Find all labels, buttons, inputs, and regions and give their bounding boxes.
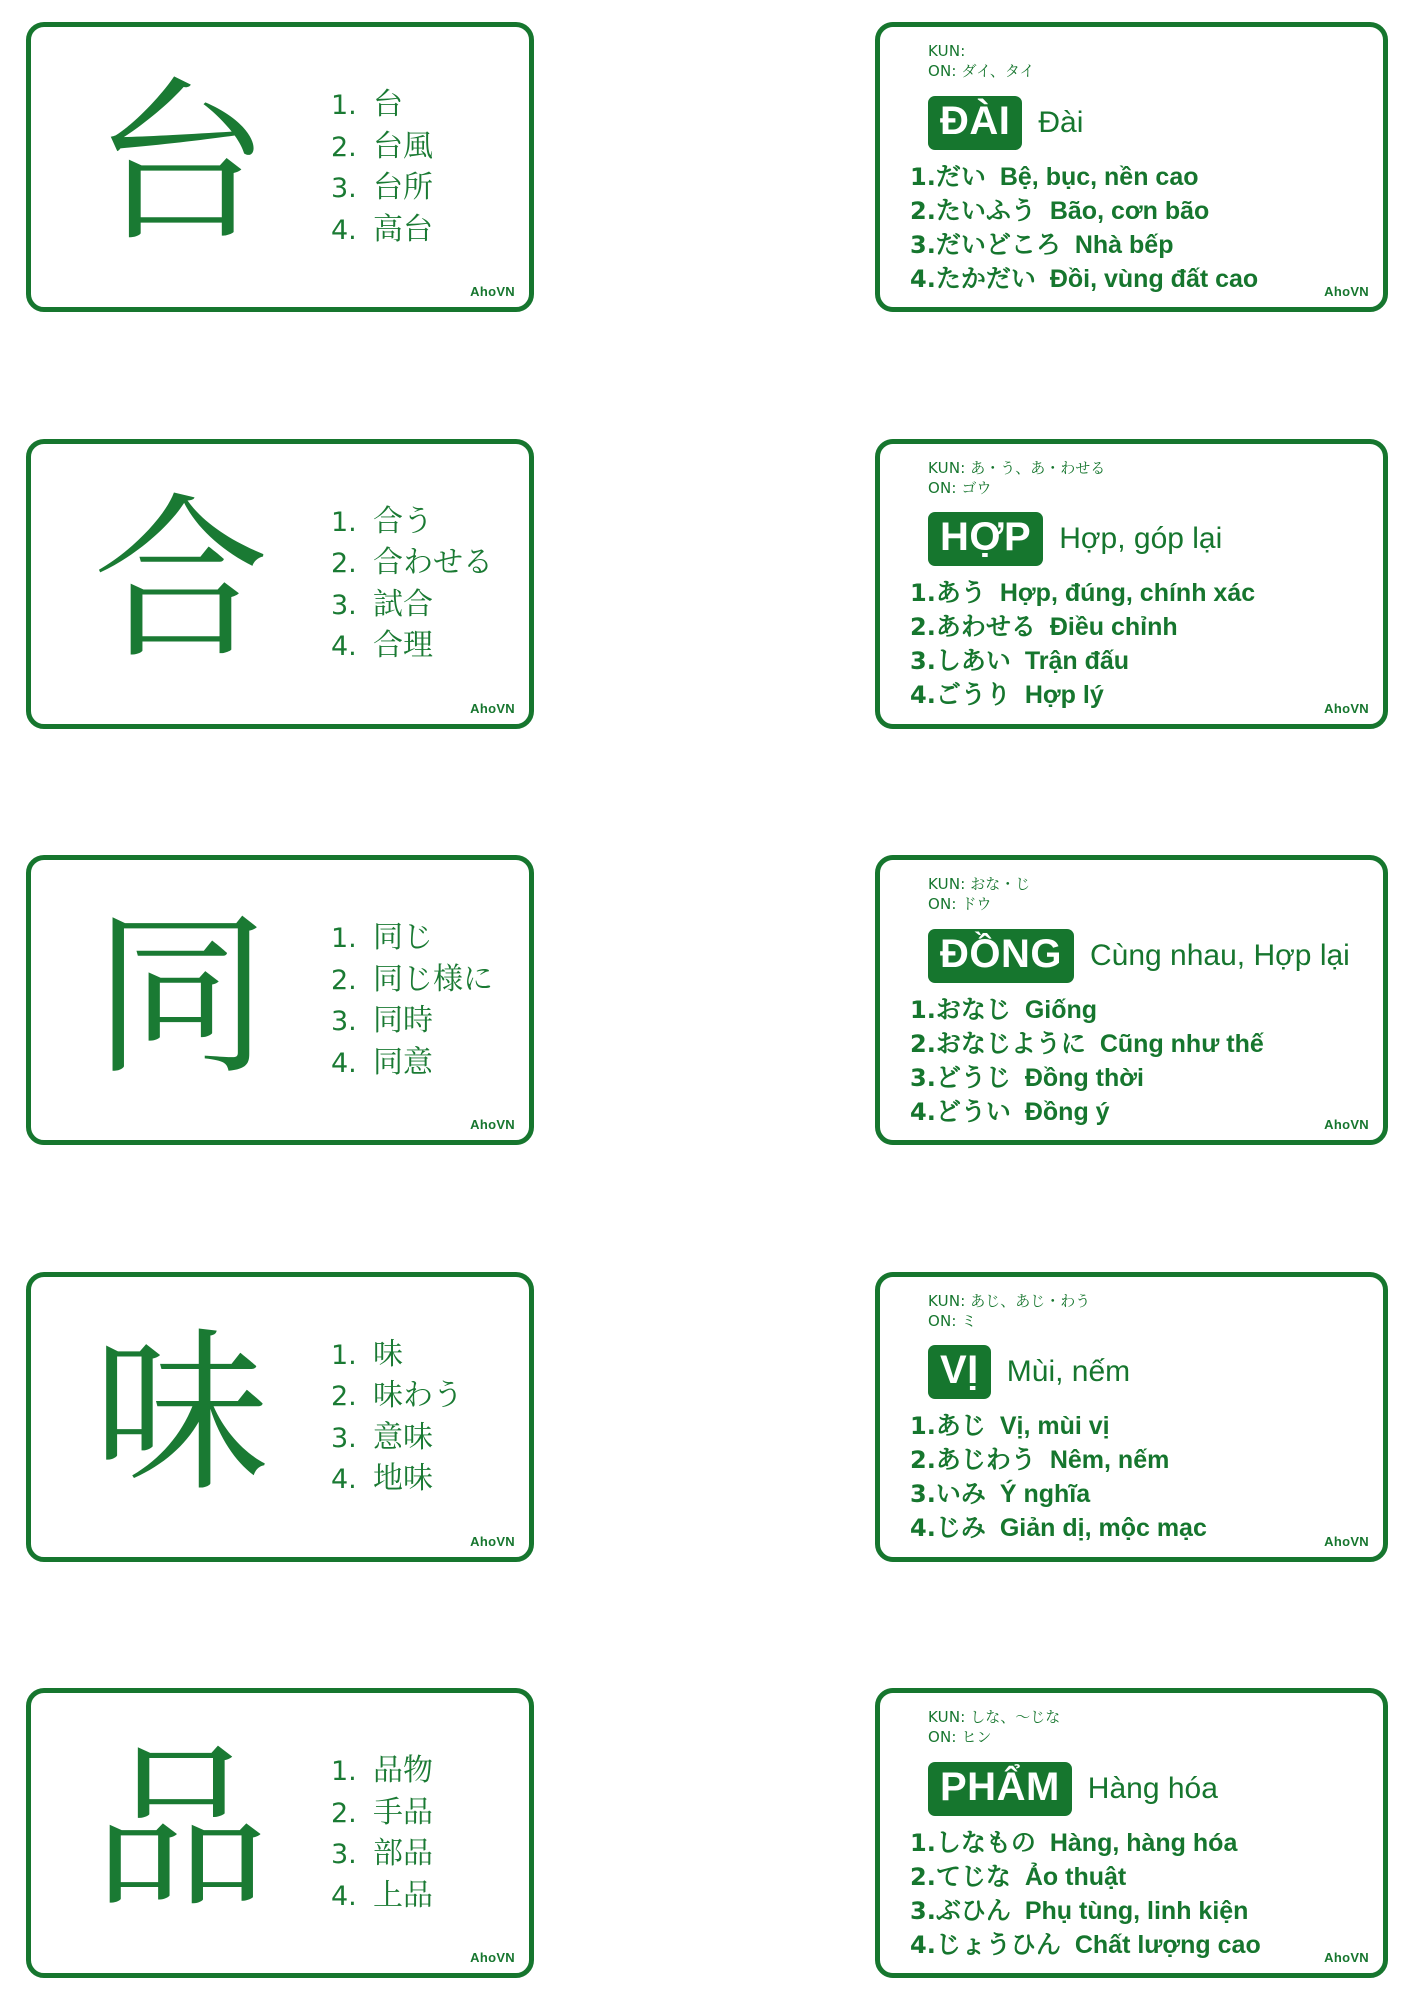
definition-item-number: 3. [910,1480,936,1508]
watermark: AhoVN [1324,1117,1369,1132]
vocabulary-item-word: 味 [373,1336,403,1372]
definition-item-meaning: Cũng như thế [1099,1029,1264,1058]
vocabulary-list [331,1336,529,1498]
definition-item-meaning: Đồi, vùng đất cao [1049,264,1259,293]
definition-item-number: 3. [910,1063,936,1092]
readings-block [904,870,1365,915]
kun-reading-line [928,1707,1365,1727]
definition-item [910,1826,1365,1860]
vocabulary-list [331,86,529,248]
flashcard-back [875,855,1388,1145]
kun-reading-line [928,874,1365,894]
vocabulary-item-number: 3. [331,173,357,204]
definition-item [910,1061,1365,1095]
vocabulary-item [331,1460,523,1498]
definition-item-meaning: Điều chỉnh [1049,613,1178,641]
kun-reading-value: しな、〜じな [970,1708,1061,1726]
vocabulary-list [331,1752,529,1914]
vocabulary-item [331,544,523,582]
definition-item-number: 1. [910,1828,936,1857]
on-reading-value: ドウ [961,895,992,914]
meaning-text: Cùng nhau, Hợp lại [1090,938,1350,972]
meaning-text: Đài [1038,105,1084,139]
vocabulary-item-word: 品物 [373,1753,433,1788]
definition-item [910,1409,1365,1443]
definition-item-kana: しなもの [935,1827,1036,1857]
meaning-text: Hàng hóa [1087,1771,1218,1805]
definition-item-meaning: Hợp lý [1024,681,1104,709]
han-viet-badge: ĐÀI [928,96,1022,150]
definition-item-number: 2. [910,613,936,641]
readings-block [904,37,1365,82]
vocabulary-item-word: 合わせる [373,545,493,580]
definition-item-meaning: Nêm, nếm [1049,1446,1170,1474]
kun-reading-value: おな・じ [970,875,1031,893]
flashcard-row [26,855,1388,1145]
vocabulary-item [331,211,523,249]
kun-reading-value: あ・う、あ・わせる [970,458,1106,477]
vocabulary-item [331,1377,523,1415]
han-viet-badge: VỊ [928,1345,991,1399]
kun-label: KUN: [928,42,966,60]
definition-item-number: 1. [910,162,936,191]
definition-item-meaning: Bệ, bục, nền cao [999,162,1199,191]
definition-item-meaning: Đồng thời [1024,1063,1144,1092]
vocabulary-item [331,1835,523,1873]
vocabulary-item [331,919,523,957]
vocabulary-item-number: 4. [331,1880,357,1912]
definition-item-meaning: Hàng, hàng hóa [1049,1828,1238,1857]
definition-item [910,1443,1365,1477]
definition-item-meaning: Đồng ý [1024,1097,1110,1126]
definition-item [910,1894,1365,1928]
definition-item-kana: たいふう [935,195,1036,225]
flashcard-front [26,855,534,1145]
definition-item-kana: どうじ [935,1062,1011,1092]
on-label: ON: [928,1311,957,1330]
vocabulary-item-word: 上品 [373,1877,433,1913]
vocabulary-item-word: 地味 [373,1461,433,1496]
watermark: AhoVN [470,1117,515,1132]
vocabulary-item [331,128,523,166]
kun-reading-line [928,41,1365,61]
definition-item-number: 4. [910,681,936,709]
vocabulary-item [331,169,523,207]
watermark: AhoVN [470,284,515,299]
vocabulary-item-word: 同じ [373,920,433,955]
definition-item [910,160,1365,194]
vocabulary-item-word: 台 [373,87,403,122]
definition-item-number: 3. [910,647,936,675]
kanji-glyph: 品 [92,1727,269,1932]
definition-item [910,576,1365,610]
definition-item-meaning: Hợp, đúng, chính xác [999,579,1256,607]
on-reading-line [928,1727,1365,1747]
vocabulary-item-word: 台所 [373,170,433,205]
definition-item-meaning: Chất lượng cao [1074,1930,1261,1959]
flashcard-front [26,22,534,312]
watermark: AhoVN [470,1950,515,1965]
definition-item-kana: あじわう [935,1445,1036,1474]
vocabulary-item [331,1044,523,1082]
vocabulary-item-word: 部品 [373,1836,433,1871]
watermark: AhoVN [1324,284,1369,299]
watermark: AhoVN [470,1533,515,1549]
readings-block [904,454,1365,499]
definition-item [910,194,1365,228]
vocabulary-item [331,586,523,624]
vocabulary-item-word: 同じ様に [373,961,493,997]
definition-item-number: 4. [910,1097,936,1126]
definition-item-number: 4. [910,1514,936,1542]
definition-item-kana: てじな [935,1861,1011,1891]
vocabulary-item [331,1794,523,1832]
vocabulary-item-word: 同時 [373,1003,433,1038]
watermark: AhoVN [1324,1533,1369,1549]
vocabulary-item-word: 意味 [373,1419,433,1455]
kanji-glyph: 合 [92,477,269,683]
vocabulary-item-number: 3. [331,1839,357,1870]
vocabulary-item-number: 1. [331,506,357,538]
definition-item [910,262,1365,296]
definition-item-meaning: Ý nghĩa [999,1480,1091,1508]
vocabulary-item-number: 3. [331,589,357,621]
definition-item-kana: どうい [935,1096,1011,1126]
on-label: ON: [928,895,957,914]
watermark: AhoVN [470,700,515,716]
kun-reading-line [928,1291,1365,1311]
vocabulary-item [331,1877,523,1915]
definition-item-kana: あわせる [935,612,1036,641]
definition-item-kana: あじ [935,1411,986,1440]
vocabulary-item-number: 1. [331,90,357,121]
vocabulary-item-number: 4. [331,631,357,662]
definition-item-kana: じょうひん [935,1929,1061,1959]
vocabulary-list [331,503,529,665]
definition-item-kana: だいどころ [935,229,1061,259]
definition-list [910,160,1365,296]
kun-label: KUN: [928,1291,966,1310]
meaning-row [928,1762,1365,1816]
vocabulary-item-word: 試合 [373,586,433,622]
flashcard-front [26,439,534,729]
vocabulary-item-number: 1. [331,1756,357,1787]
definition-item-number: 3. [910,1896,936,1925]
definition-item-number: 3. [910,230,936,259]
vocabulary-item-word: 台風 [373,128,433,164]
kanji-glyph: 同 [92,894,269,1099]
vocabulary-item-word: 合う [373,503,433,539]
vocabulary-item-number: 1. [331,1339,357,1371]
vocabulary-item [331,627,523,665]
vocabulary-item [331,961,523,999]
watermark: AhoVN [1324,700,1369,716]
kun-label: KUN: [928,458,966,477]
vocabulary-item-number: 1. [331,923,357,954]
kanji-glyph: 台 [92,61,269,266]
on-label: ON: [928,62,957,81]
definition-item-number: 2. [910,1862,936,1891]
readings-block [904,1703,1365,1748]
vocabulary-item-number: 4. [331,1047,357,1079]
definition-item [910,1095,1365,1129]
kun-label: KUN: [928,875,966,893]
definition-item [910,1928,1365,1962]
vocabulary-item-word: 同意 [373,1044,433,1080]
vocabulary-item-word: 合理 [373,628,433,663]
definition-item-meaning: Bão, cơn bão [1049,196,1210,225]
vocabulary-item-number: 2. [331,548,357,579]
definition-item [910,1860,1365,1894]
definition-item-number: 4. [910,264,936,293]
flashcard-back [875,22,1388,312]
flashcard-front [26,1272,534,1562]
definition-item-number: 2. [910,196,936,225]
definition-list [910,1409,1365,1545]
definition-item-kana: たかだい [935,263,1036,293]
definition-item-meaning: Phụ tùng, linh kiện [1024,1896,1249,1925]
definition-item-kana: いみ [935,1479,986,1508]
definition-item-number: 1. [910,995,936,1024]
flashcard-back [875,439,1388,729]
vocabulary-item [331,1752,523,1790]
definition-item-kana: おなじ [935,994,1011,1024]
flashcard-row [26,439,1388,729]
kun-label: KUN: [928,1708,966,1726]
han-viet-badge: ĐỒNG [928,929,1074,983]
kun-reading-line [928,458,1365,478]
kun-reading-value: あじ、あじ・わう [970,1291,1091,1310]
meaning-row [928,1345,1365,1399]
kanji-glyph: 味 [92,1310,269,1516]
on-reading-line [928,1311,1365,1331]
watermark: AhoVN [1324,1950,1369,1965]
definition-list [910,576,1365,712]
flashcard-front [26,1688,534,1978]
definition-item-kana: おなじように [935,1028,1086,1058]
definition-list [910,993,1365,1129]
definition-item [910,1027,1365,1061]
vocabulary-item [331,86,523,124]
definition-item-meaning: Vị, mùi vị [999,1412,1110,1440]
vocabulary-item-number: 3. [331,1006,357,1037]
on-label: ON: [928,478,957,497]
definition-item-kana: しあい [935,646,1011,675]
on-reading-line [928,61,1365,81]
vocabulary-item-number: 2. [331,1797,357,1829]
definition-item-meaning: Nhà bếp [1074,230,1174,259]
vocabulary-item-number: 2. [331,1381,357,1412]
vocabulary-item [331,1002,523,1040]
definition-item [910,228,1365,262]
han-viet-badge: HỢP [928,512,1043,566]
vocabulary-item-word: 高台 [373,211,433,247]
definition-item [910,993,1365,1027]
on-reading-value: ゴウ [961,478,992,497]
vocabulary-item-word: 手品 [373,1794,433,1830]
definition-item-meaning: Trận đấu [1024,647,1130,675]
on-reading-value: ミ [961,1311,977,1330]
definition-item-kana: ごうり [935,680,1011,709]
definition-list [910,1826,1365,1962]
vocabulary-item-word: 味わう [373,1378,463,1413]
vocabulary-item [331,1336,523,1374]
definition-item-number: 2. [910,1446,936,1474]
vocabulary-item [331,1419,523,1457]
on-reading-line [928,894,1365,914]
definition-item-number: 2. [910,1029,936,1058]
readings-block [904,1287,1365,1332]
definition-item-number: 4. [910,1930,936,1959]
vocabulary-item [331,503,523,541]
definition-item-number: 1. [910,1412,936,1440]
definition-item [910,1477,1365,1511]
flashcard-row [26,22,1388,312]
on-reading-value: ヒン [961,1728,992,1747]
definition-item-meaning: Giống [1024,995,1098,1024]
meaning-text: Mùi, nếm [1006,1355,1131,1388]
definition-item [910,678,1365,712]
definition-item [910,610,1365,644]
definition-item-kana: じみ [935,1513,986,1542]
meaning-row [928,96,1365,150]
meaning-row [928,929,1365,983]
definition-item-kana: だい [935,161,986,191]
definition-item [910,644,1365,678]
vocabulary-list [331,919,529,1081]
flashcard-row [26,1688,1388,1978]
on-reading-value: ダイ、タイ [961,62,1035,81]
definition-item-meaning: Ảo thuật [1024,1862,1127,1891]
flashcard-back [875,1272,1388,1562]
vocabulary-item-number: 4. [331,214,357,246]
on-label: ON: [928,1728,957,1747]
vocabulary-item-number: 2. [331,131,357,163]
definition-item-number: 1. [910,579,936,607]
definition-item [910,1511,1365,1545]
vocabulary-item-number: 2. [331,964,357,996]
definition-item-kana: ぶひん [935,1895,1011,1925]
meaning-row [928,512,1365,566]
on-reading-line [928,478,1365,498]
han-viet-badge: PHẨM [928,1762,1072,1816]
vocabulary-item-number: 4. [331,1464,357,1495]
meaning-text: Hợp, góp lại [1059,522,1223,555]
flashcard-back [875,1688,1388,1978]
vocabulary-item-number: 3. [331,1422,357,1454]
flashcard-row [26,1272,1388,1562]
definition-item-meaning: Giản dị, mộc mạc [999,1514,1207,1542]
definition-item-kana: あう [935,578,986,607]
